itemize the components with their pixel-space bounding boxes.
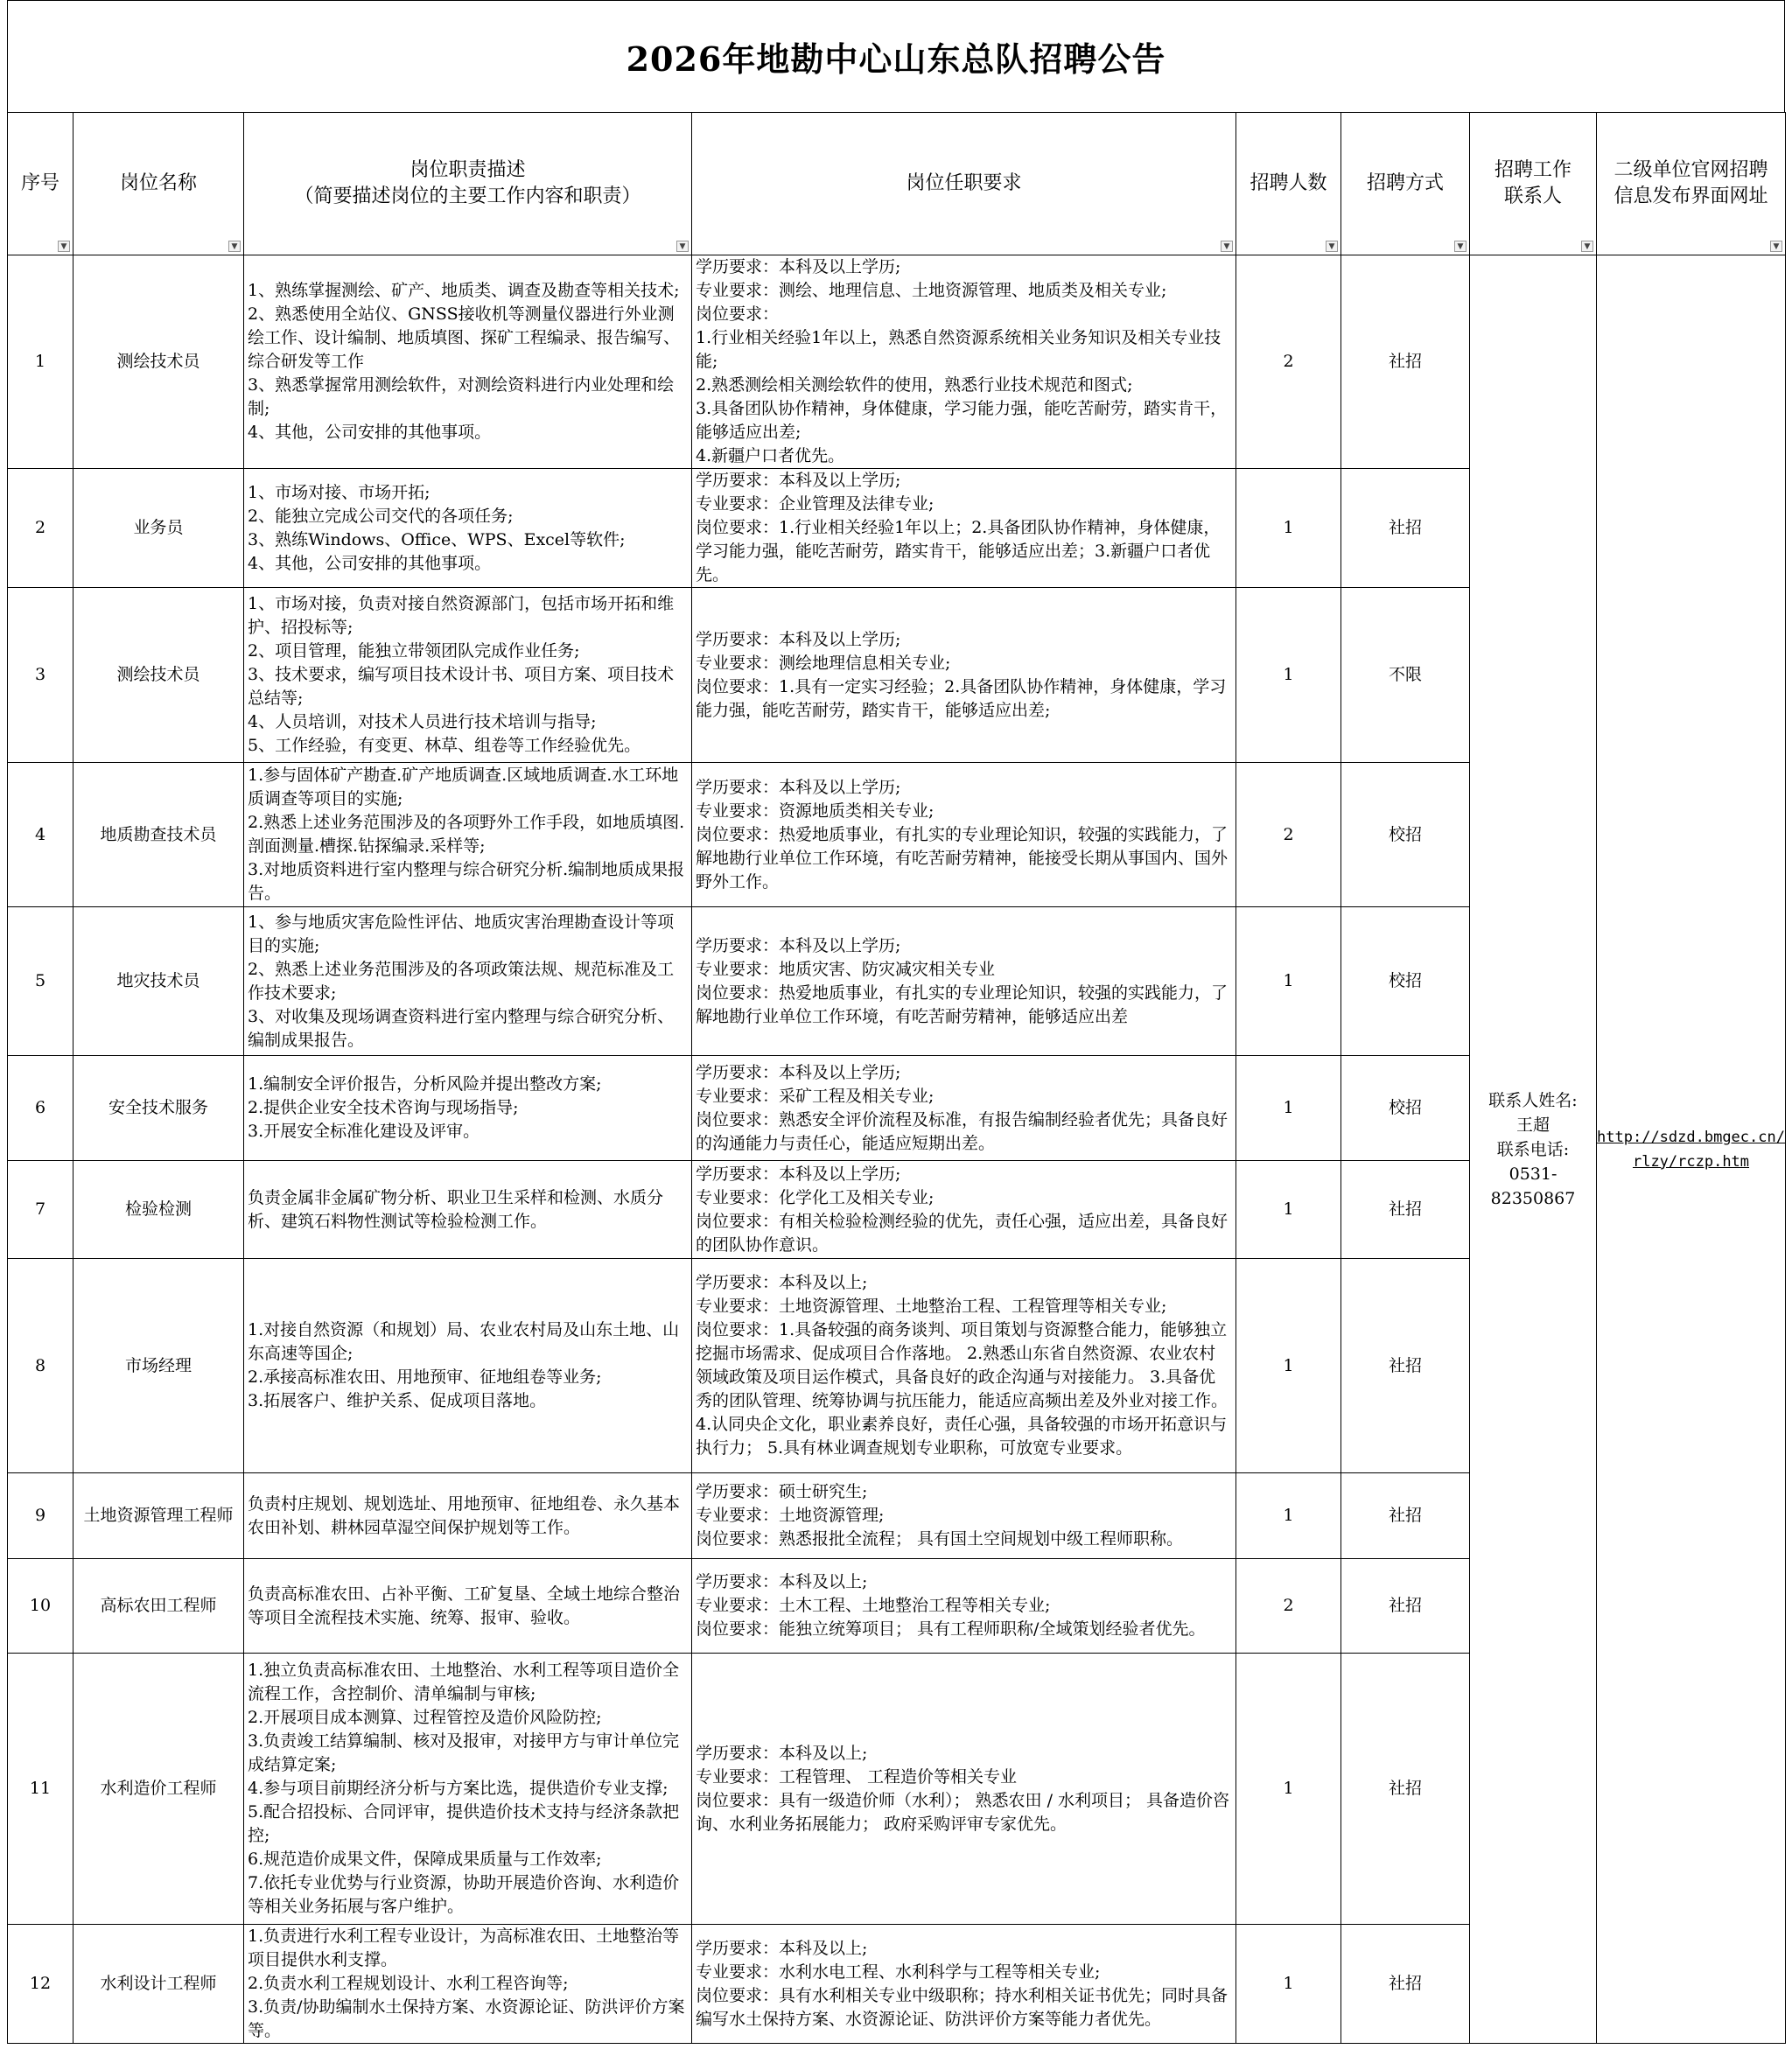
seq-cell[interactable]: 10: [8, 1559, 74, 1654]
recruit-method-cell[interactable]: 社招: [1341, 1259, 1470, 1473]
header-name-label: 岗位名称: [119, 172, 197, 195]
position-name-cell[interactable]: 水利造价工程师: [74, 1654, 244, 1925]
header-desc-sublabel: （简要描述岗位的主要工作内容和职责）: [294, 185, 641, 207]
headcount-cell[interactable]: 1: [1236, 469, 1341, 588]
requirements-cell[interactable]: 学历要求：本科及以上学历; 专业要求：测绘、地理信息、土地资源管理、地质类及相关专业; 岗位要求： 1.行业相关经验1年以上，熟悉自然资源系统相关业务知识及相关专业技能; 2.熟悉测绘相关测绘软件的使用，熟悉行业技术规范和图式; 3.具备团队协作精神，身体健康，学习能力强，能吃苦耐劳，踏实肯干，能够适应出差; 4.新疆户口者优先。: [692, 255, 1236, 469]
seq-cell[interactable]: 8: [8, 1259, 74, 1473]
recruit-method-cell[interactable]: 社招: [1341, 1925, 1470, 2044]
position-name-cell[interactable]: 市场经理: [74, 1259, 244, 1473]
duty-description-cell[interactable]: 负责高标准农田、占补平衡、工矿复垦、全域土地综合整治等项目全流程技术实施、统筹、报审、验收。: [244, 1559, 692, 1654]
duty-description-cell[interactable]: 1、市场对接，负责对接自然资源部门，包括市场开拓和维护、招投标等; 2、项目管理，能独立带领团队完成作业任务; 3、技术要求，编写项目技术设计书、项目方案、项目技术总结等; 4、人员培训，对技术人员进行技术培训与指导; 5、工作经验，有变更、林草、组卷等工作经验优先。: [244, 588, 692, 763]
header-req-label: 岗位任职要求: [906, 172, 1022, 195]
filter-dropdown-icon[interactable]: ▼: [1581, 241, 1593, 252]
position-name-cell[interactable]: 安全技术服务: [74, 1056, 244, 1161]
headcount-cell[interactable]: 1: [1236, 1473, 1341, 1559]
headcount-cell[interactable]: 1: [1236, 907, 1341, 1056]
contact-phone: 0531-82350867: [1490, 1164, 1576, 1208]
seq-cell[interactable]: 11: [8, 1654, 74, 1925]
requirements-cell[interactable]: 学历要求：本科及以上学历; 专业要求：地质灾害、防灾减灾相关专业 岗位要求：热爱地质事业，有扎实的专业理论知识，较强的实践能力，了解地勘行业单位工作环境，有吃苦耐劳精神，能够适应出差: [692, 907, 1236, 1056]
position-name-cell[interactable]: 水利设计工程师: [74, 1925, 244, 2044]
header-contact-label: 招聘工作: [1494, 159, 1572, 182]
headcount-cell[interactable]: 2: [1236, 1559, 1341, 1654]
position-name-cell[interactable]: 高标农田工程师: [74, 1559, 244, 1654]
seq-cell[interactable]: 6: [8, 1056, 74, 1161]
header-desc-label: 岗位职责描述: [410, 159, 526, 182]
seq-cell[interactable]: 3: [8, 588, 74, 763]
duty-description-cell[interactable]: 1、熟练掌握测绘、矿产、地质类、调查及勘查等相关技术; 2、熟悉使用全站仪、GNSS接收机等测量仪器进行外业测绘工作、设计编制、地质填图、探矿工程编录、报告编写、综合研发等工作 3、熟悉掌握常用测绘软件，对测绘资料进行内业处理和绘制; 4、其他，公司安排的其他事项。: [244, 255, 692, 469]
recruit-method-cell[interactable]: 校招: [1341, 907, 1470, 1056]
seq-cell[interactable]: 12: [8, 1925, 74, 2044]
header-req[interactable]: [692, 113, 1236, 255]
duty-description-cell[interactable]: 1.对接自然资源（和规划）局、农业农村局及山东土地、山东高速等国企; 2.承接高标准农田、用地预审、征地组卷等业务; 3.拓展客户、维护关系、促成项目落地。: [244, 1259, 692, 1473]
header-count-label: 招聘人数: [1250, 172, 1327, 195]
seq-cell[interactable]: 2: [8, 469, 74, 588]
seq-cell[interactable]: 4: [8, 763, 74, 907]
headcount-cell[interactable]: 1: [1236, 1259, 1341, 1473]
requirements-cell[interactable]: 学历要求：本科及以上; 专业要求：工程管理、 工程造价等相关专业 岗位要求：具有一级造价师（水利）； 熟悉农田 / 水利项目； 具备造价咨询、水利业务拓展能力； 政府采购评审专家优先。: [692, 1654, 1236, 1925]
recruit-method-cell[interactable]: 社招: [1341, 1559, 1470, 1654]
duty-description-cell[interactable]: 1、参与地质灾害危险性评估、地质灾害治理勘查设计等项目的实施; 2、熟悉上述业务范围涉及的各项政策法规、规范标准及工作技术要求; 3、对收集及现场调查资料进行室内整理与综合研究分析、编制成果报告。: [244, 907, 692, 1056]
contact-name: 王超: [1516, 1115, 1550, 1135]
table-body: [8, 255, 1786, 2044]
header-row: [8, 113, 1786, 255]
requirements-cell[interactable]: 学历要求：本科及以上; 专业要求：土木工程、土地整治工程等相关专业; 岗位要求：能独立统筹项目； 具有工程师职称/全域策划经验者优先。: [692, 1559, 1236, 1654]
header-seq[interactable]: [8, 113, 74, 255]
page-title: 2026年地勘中心山东总队招聘公告: [626, 39, 1166, 79]
url-cell[interactable]: [1597, 255, 1786, 2044]
seq-cell[interactable]: 5: [8, 907, 74, 1056]
requirements-cell[interactable]: 学历要求：本科及以上; 专业要求：水利水电工程、水利科学与工程等相关专业; 岗位要求：具有水利相关专业中级职称；持水利相关证书优先；同时具备编写水土保持方案、水资源论证、防洪评价方案等能力者优先。: [692, 1925, 1236, 2044]
header-contact[interactable]: [1470, 113, 1597, 255]
duty-description-cell[interactable]: 1.独立负责高标准农田、土地整治、水利工程等项目造价全流程工作，含控制价、清单编制与审核; 2.开展项目成本测算、过程管控及造价风险防控; 3.负责竣工结算编制、核对及报审，对接甲方与审计单位完成结算定案; 4.参与项目前期经济分析与方案比选，提供造价专业支撑; 5.配合招投标、合同评审，提供造价技术支持与经济条款把控; 6.规范造价成果文件，保障成果质量与工作效率; 7.依托专业优势与行业资源，协助开展造价咨询、水利造价等相关业务拓展与客户维护。: [244, 1654, 692, 1925]
recruit-method-cell[interactable]: 社招: [1341, 1161, 1470, 1259]
headcount-cell[interactable]: 1: [1236, 1056, 1341, 1161]
recruit-method-cell[interactable]: 社招: [1341, 469, 1470, 588]
header-method-label: 招聘方式: [1366, 172, 1444, 195]
requirements-cell[interactable]: 学历要求：本科及以上; 专业要求：土地资源管理、土地整治工程、工程管理等相关专业; 岗位要求：1.具备较强的商务谈判、项目策划与资源整合能力，能够独立挖掘市场需求、促成项目合作落地。 2.熟悉山东省自然资源、农业农村领域政策及项目运作模式，具备良好的政企沟通与对接能力。 3.具备优秀的团队管理、统筹协调与抗压能力，能适应高频出差及外业对接工作。 4.认同央企文化，职业素养良好，责任心强，具备较强的市场开拓意识与执行力； 5.具有林业调查规划专业职称，可放宽专业要求。: [692, 1259, 1236, 1473]
requirements-cell[interactable]: 学历要求：本科及以上学历; 专业要求：测绘地理信息相关专业; 岗位要求：1.具有一定实习经验；2.具备团队协作精神，身体健康，学习能力强，能吃苦耐劳，踏实肯干，能够适应出差;: [692, 588, 1236, 763]
seq-cell[interactable]: 9: [8, 1473, 74, 1559]
duty-description-cell[interactable]: 负责金属非金属矿物分析、职业卫生采样和检测、水质分析、建筑石料物性测试等检验检测工作。: [244, 1161, 692, 1259]
filter-dropdown-icon[interactable]: ▼: [676, 241, 689, 252]
seq-cell[interactable]: 1: [8, 255, 74, 469]
position-name-cell[interactable]: 土地资源管理工程师: [74, 1473, 244, 1559]
requirements-cell[interactable]: 学历要求：硕士研究生; 专业要求：土地资源管理; 岗位要求：熟悉报批全流程； 具有国土空间规划中级工程师职称。: [692, 1473, 1236, 1559]
filter-dropdown-icon[interactable]: ▼: [58, 241, 70, 252]
filter-dropdown-icon[interactable]: ▼: [1326, 241, 1338, 252]
job-table: [7, 112, 1786, 2044]
duty-description-cell[interactable]: 负责村庄规划、规划选址、用地预审、征地组卷、永久基本农田补划、耕林园草湿空间保护规划等工作。: [244, 1473, 692, 1559]
header-seq-label: 序号: [20, 172, 60, 195]
header-name[interactable]: [74, 113, 244, 255]
duty-description-cell[interactable]: 1.参与固体矿产勘查.矿产地质调查.区域地质调查.水工环地质调查等项目的实施; 2.熟悉上述业务范围涉及的各项野外工作手段，如地质填图.剖面测量.槽探.钻探编录.采样等; 3.对地质资料进行室内整理与综合研究分析.编制地质成果报告。: [244, 763, 692, 907]
header-url-sublabel: 信息发布界面网址: [1614, 185, 1768, 207]
title-cell[interactable]: [7, 0, 1785, 112]
recruitment-url-link[interactable]: http://sdzd.bmgec.cn/rlzy/rczp.htm: [1597, 1128, 1785, 1171]
headcount-cell[interactable]: 1: [1236, 1654, 1341, 1925]
recruit-method-cell[interactable]: 社招: [1341, 1473, 1470, 1559]
position-name-cell[interactable]: 测绘技术员: [74, 588, 244, 763]
requirements-cell[interactable]: 学历要求：本科及以上学历; 专业要求：采矿工程及相关专业; 岗位要求：熟悉安全评价流程及标准，有报告编制经验者优先；具备良好的沟通能力与责任心，能适应短期出差。: [692, 1056, 1236, 1161]
position-name-cell[interactable]: 测绘技术员: [74, 255, 244, 469]
filter-dropdown-icon[interactable]: ▼: [1221, 241, 1233, 252]
recruit-method-cell[interactable]: 校招: [1341, 763, 1470, 907]
contact-phone-label: 联系电话:: [1496, 1139, 1570, 1159]
recruit-method-cell[interactable]: 校招: [1341, 1056, 1470, 1161]
header-url[interactable]: [1597, 113, 1786, 255]
contact-cell[interactable]: [1470, 255, 1597, 2044]
headcount-cell[interactable]: 2: [1236, 763, 1341, 907]
duty-description-cell[interactable]: 1、市场对接、市场开拓; 2、能独立完成公司交代的各项任务; 3、熟练Windows、Office、WPS、Excel等软件; 4、其他，公司安排的其他事项。: [244, 469, 692, 588]
filter-dropdown-icon[interactable]: ▼: [1770, 241, 1782, 252]
requirements-cell[interactable]: 学历要求：本科及以上学历; 专业要求：资源地质类相关专业; 岗位要求：热爱地质事业，有扎实的专业理论知识，较强的实践能力，了解地勘行业单位工作环境，有吃苦耐劳精神，能接受长期从事国内、国外野外工作。: [692, 763, 1236, 907]
position-name-cell[interactable]: 地灾技术员: [74, 907, 244, 1056]
recruit-method-cell[interactable]: 社招: [1341, 1654, 1470, 1925]
header-method[interactable]: [1341, 113, 1470, 255]
position-name-cell[interactable]: 业务员: [74, 469, 244, 588]
duty-description-cell[interactable]: 1.负责进行水利工程专业设计，为高标准农田、土地整治等项目提供水利支撑。 2.负责水利工程规划设计、水利工程咨询等; 3.负责/协助编制水土保持方案、水资源论证、防洪评价方案等。: [244, 1925, 692, 2044]
position-name-cell[interactable]: 地质勘查技术员: [74, 763, 244, 907]
recruit-method-cell[interactable]: 社招: [1341, 255, 1470, 469]
recruit-method-cell[interactable]: 不限: [1341, 588, 1470, 763]
spreadsheet: [7, 0, 1785, 2044]
filter-dropdown-icon[interactable]: ▼: [228, 241, 241, 252]
header-count[interactable]: [1236, 113, 1341, 255]
contact-name-label: 联系人姓名:: [1488, 1090, 1578, 1110]
headcount-cell[interactable]: 1: [1236, 1161, 1341, 1259]
headcount-cell[interactable]: 2: [1236, 255, 1341, 469]
headcount-cell[interactable]: 1: [1236, 588, 1341, 763]
header-contact-sublabel: 联系人: [1503, 185, 1562, 207]
table-row: [8, 255, 1786, 469]
header-url-label: 二级单位官网招聘: [1614, 159, 1768, 182]
header-desc[interactable]: [244, 113, 692, 255]
position-name-cell[interactable]: 检验检测: [74, 1161, 244, 1259]
headcount-cell[interactable]: 1: [1236, 1925, 1341, 2044]
requirements-cell[interactable]: 学历要求：本科及以上学历; 专业要求：化学化工及相关专业; 岗位要求：有相关检验检测经验的优先，责任心强，适应出差，具备良好的团队协作意识。: [692, 1161, 1236, 1259]
requirements-cell[interactable]: 学历要求：本科及以上学历; 专业要求：企业管理及法律专业; 岗位要求：1.行业相关经验1年以上；2.具备团队协作精神，身体健康，学习能力强，能吃苦耐劳，踏实肯干，能够适应出差；3.新疆户口者优先。: [692, 469, 1236, 588]
filter-dropdown-icon[interactable]: ▼: [1454, 241, 1466, 252]
seq-cell[interactable]: 7: [8, 1161, 74, 1259]
duty-description-cell[interactable]: 1.编制安全评价报告，分析风险并提出整改方案; 2.提供企业安全技术咨询与现场指导; 3.开展安全标准化建设及评审。: [244, 1056, 692, 1161]
